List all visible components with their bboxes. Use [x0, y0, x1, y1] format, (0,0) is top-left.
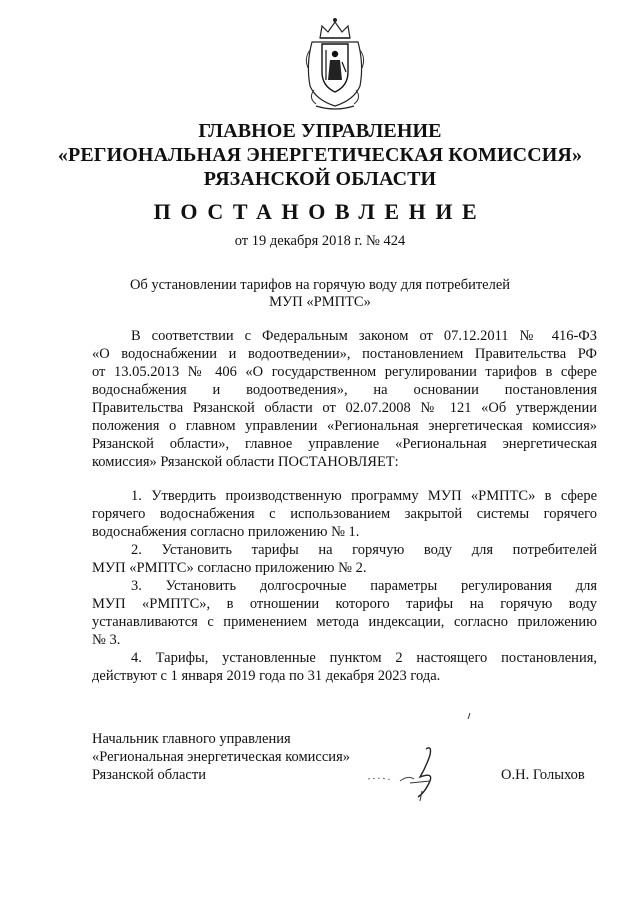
preamble-line: В соответствии с Федеральным законом от 07.12.2011 № 416-ФЗ — [131, 328, 597, 344]
signer-position-line-1: Начальник главного управления — [92, 731, 291, 747]
subject-line-1: Об установлении тарифов на горячую воду для потребителей — [129, 277, 511, 293]
preamble-line: комиссия» Рязанской области ПОСТАНОВЛЯЕТ: — [92, 454, 399, 470]
preamble-line: от 13.05.2013 № 406 «О государственном регулировании тарифов в сфере — [92, 364, 597, 380]
preamble-line: Рязанской области», главное управление «Региональная энергетическая — [92, 436, 597, 452]
preamble-line: «О водоснабжении и водоотведении», постановлением Правительства РФ — [92, 346, 597, 362]
org-name-line-3: РЯЗАНСКОЙ ОБЛАСТИ — [203, 168, 437, 190]
item-4-line: действуют с 1 января 2019 года по 31 декабря 2023 года. — [92, 668, 441, 684]
signer-position-line-2: «Региональная энергетическая комиссия» — [92, 749, 350, 765]
subject-line-2: МУП «РМПТС» — [269, 294, 371, 310]
preamble-line: водоснабжения и водоотведения», на основании постановления — [92, 382, 597, 398]
handwritten-signature-icon — [340, 705, 490, 815]
item-3-line: МУП «РМПТС», в отношении которого тарифы на горячую воду — [92, 596, 597, 612]
item-1-line: 1. Утвердить производственную программу МУП «РМПТС» в сфере — [131, 488, 597, 504]
item-1-line: горячего водоснабжения с использованием закрытой системы горячего — [92, 506, 597, 522]
ryazan-coat-of-arms-icon — [302, 14, 368, 112]
item-2-line: МУП «РМПТС» согласно приложению № 2. — [92, 560, 367, 576]
item-4-line: 4. Тарифы, установленные пунктом 2 настоящего постановления, — [131, 650, 597, 666]
signer-position-line-3: Рязанской области — [92, 767, 206, 783]
item-2-line: 2. Установить тарифы на горячую воду для потребителей — [131, 542, 597, 558]
item-3-line: 3. Установить долгосрочные параметры регулирования для — [131, 578, 597, 594]
signer-name: О.Н. Голыхов — [501, 767, 585, 783]
preamble-line: Правительства Рязанской области от 02.07.2008 № 121 «Об утверждении — [92, 400, 597, 416]
item-3-line: устанавливаются с применением метода индексации, согласно приложению — [92, 614, 597, 630]
org-name-line-1: ГЛАВНОЕ УПРАВЛЕНИЕ — [198, 120, 442, 142]
preamble-line: положения о главном управлении «Региональная энергетическая комиссия» — [92, 418, 597, 434]
item-1-line: водоснабжения согласно приложению № 1. — [92, 524, 360, 540]
org-name-line-2: «РЕГИОНАЛЬНАЯ ЭНЕРГЕТИЧЕСКАЯ КОМИССИЯ» — [57, 144, 583, 166]
item-3-line: № 3. — [92, 632, 121, 648]
document-date-number: от 19 декабря 2018 г. № 424 — [234, 233, 406, 249]
document-type-title: ПОСТАНОВЛЕНИЕ — [153, 199, 487, 224]
